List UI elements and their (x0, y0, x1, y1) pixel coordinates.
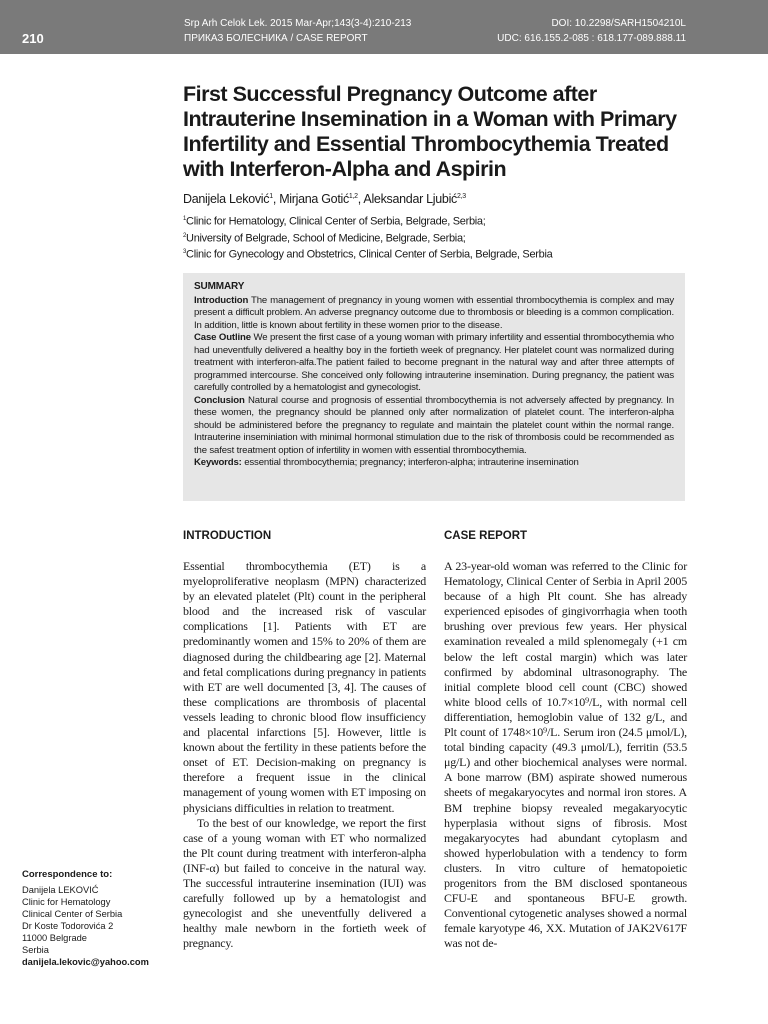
affiliations (183, 212, 683, 262)
correspondence-line: Clinic for Hematology (22, 897, 111, 907)
author: Aleksandar Ljubić$^{2,3}$ (363, 192, 466, 206)
summary-case-outline: Case Outline We present the first case of a young woman with primary infertility and essential thrombocythemia who had uneventfully delivered a healthy boy in the fortieth week of pregnancy. Her platelet count was normalized during treatment with interferon-alfa.The patient failed to become pregnant in the natural way and after three attempts of programmed intercourse. She conceived only following intrauterine insemination. During pregnancy, the patient was carefully controlled by a hematologist and gynecologist. (194, 332, 674, 393)
summary-box (183, 273, 685, 501)
paragraph: A 23-year-old woman was referred to the Clinic for Hematology, Clinical Center of Serbia in April 2005 because of a high Plt count. She has already experienced episodes of gingivorrhagia when tooth brushing over previous few years. Her physical examination revealed a mild splenomegaly (+1 cm below the left costal margin) which was later confirmed by abdominal ultrasonography. The initial complete blood cell count (CBC) showed white blood cells of 10.7×10⁹/L, with normal cell differentiation, hemoglobin value of 132 g/L, and Plt count of 1748×10⁹/L. Serum iron (24.5 μmol/L), total binding capacity (49.3 μmol/L), ferritin (53.5 μg/L) and other biochemical analyses were normal. A bone marrow (BM) aspirate showed numerous sheets of megakaryocytes and normal iron stores. A BM trephine biopsy revealed megakaryocytic hyperplasia without signs of fibrosis. Most megakaryocytes had abundant cytoplasm and showed hyperlobulation with a tendency to form clusters. In vitro culture of hematopoietic progenitors from the BM disclosed spontaneous CFU-E and spontaneous BFU-E growth. Conventional cytogenetic analyses showed a normal female karyotype 46, XX. Mutation of JAK2V617F was not de- (444, 559, 687, 951)
author: Mirjana Gotić$^{1,2}$, (279, 192, 364, 206)
header-left (184, 16, 411, 46)
doi: DOI: 10.2298/SARH1504210L (551, 18, 686, 29)
udc: UDC: 616.155.2-085 : 618.177-089.888.11 (497, 33, 686, 44)
paragraph: To the best of our knowledge, we report the first case of a young woman with ET who normalized the Plt count during treatment with interferon-alpha (INF-α) but failed to conceive in the natural way. The successful intrauterine insemination (IUI) was carefully followed up by a hematologist and gynecologist and she uneventfully delivered a healthy male newborn in the fortieth week of pregnancy. (183, 815, 426, 951)
page-number: 210 (22, 31, 44, 46)
summary-introduction: Introduction The management of pregnancy in young women with essential thrombocythemia is complex and may present a difficult problem. An adverse pregnancy outcome due to thrombosis or bleeding is a common complication. In addition, little is known about fertility in these women prior to the disease. (194, 294, 674, 331)
correspondence-line: Clinical Center of Serbia (22, 909, 123, 919)
summary-heading: SUMMARY (194, 281, 245, 292)
author: Danijela Leković$^1$, (183, 192, 280, 206)
correspondence-line: Dr Koste Todorovića 2 (22, 921, 114, 931)
summary-conclusion: Conclusion Natural course and prognosis of essential thrombocythemia is not adversely affected by pregnancy. In these women, the pregnancy should be planned only after normalization of platelet count. The interferon-alpha should be administered before the pregnancy to regulate and maintain the platelet count within the normal range. Intrauterine inseminiation with minimal hormonal stimulation due to the risk of thrombosis could be recommended as the safest treatment option of infertility in women with essential thrombocythemia. (194, 394, 674, 456)
affiliation: $^3$Clinic for Gynecology and Obstetrics, Clinical Center of Serbia, Belgrade, Serbia (183, 248, 553, 261)
author-list (183, 192, 683, 206)
correspondence-line: 11000 Belgrade (22, 933, 87, 943)
affiliation: $^1$Clinic for Hematology, Clinical Center of Serbia, Belgrade, Serbia; (183, 215, 486, 228)
correspondence-email-link[interactable]: danijela.lekovic@yahoo.com (22, 957, 149, 967)
article-title: First Successful Pregnancy Outcome after Intrauterine Insemination in a Woman with Primary Infertility and Essential Thrombocythemia Treated with Interferon-Alpha and Aspirin (183, 82, 677, 181)
journal-citation: Srp Arh Celok Lek. 2015 Mar-Apr;143(3-4):210-213 (184, 18, 412, 29)
case-report-heading: CASE REPORT (444, 530, 528, 542)
introduction-heading: INTRODUCTION (183, 530, 272, 542)
case-report-column (444, 559, 687, 951)
affiliation: $^2$University of Belgrade, School of Medicine, Belgrade, Serbia; (183, 232, 466, 245)
correspondence-line: Serbia (22, 945, 49, 955)
summary-keywords: Keywords: essential thrombocythemia; pregnancy; interferon-alpha; intrauterine insemination (194, 457, 579, 468)
introduction-column (183, 559, 426, 951)
correspondence-block (22, 869, 172, 968)
correspondence-heading: Correspondence to: (22, 869, 113, 880)
journal-header (0, 0, 768, 54)
correspondence-line: Danijela LEKOVIĆ (22, 885, 99, 895)
paragraph: Essential thrombocythemia (ET) is a myeloproliferative neoplasm (MPN) characterized by an elevated platelet (Plt) count in the peripheral blood and the increased risk of vascular complications [1]. Patients with ET are predominantly women and 15% to 20% of them are diagnosed during the childbearing age [2]. Maternal and fetal complications during pregnancy in patients with ET are well documented [3, 4]. The causes of these complications are thrombosis of placental vessels leading to chronic blood flow insufficiency and placental infarctions [5]. However, little is known about the fertility in these patients before the onset of ET. Decision-making on pregnancy is therefore a frequent issue in the clinical management of young women with ET imposing on physicians difficulties in relation to treatment. (183, 559, 426, 815)
header-right (497, 16, 686, 46)
section-label: ПРИКАЗ БОЛЕСНИКА / CASE REPORT (184, 33, 368, 44)
